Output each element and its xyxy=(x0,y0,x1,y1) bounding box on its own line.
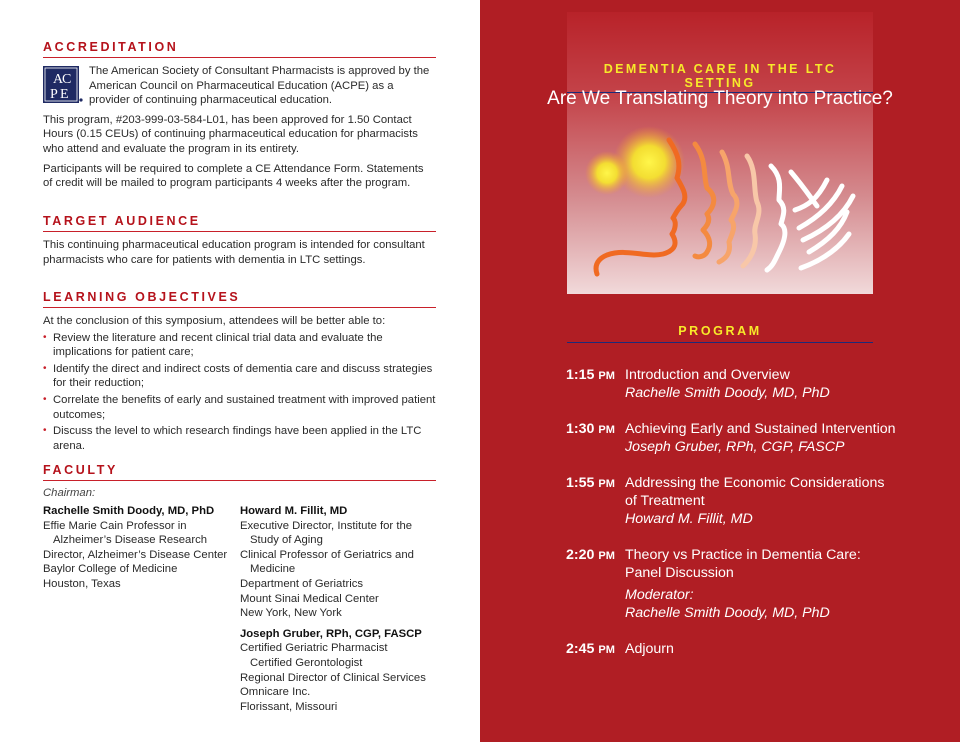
cover-title: Are We Translating Theory into Practice? xyxy=(547,88,893,109)
svg-text:A: A xyxy=(53,72,64,87)
faculty-member xyxy=(240,627,426,715)
program-time xyxy=(566,640,625,659)
program-title-cont: of Treatment xyxy=(625,493,705,509)
program-heading: PROGRAM xyxy=(567,324,873,343)
program-speaker: Joseph Gruber, RPh, CGP, FASCP xyxy=(625,439,845,455)
program-speaker: Howard M. Fillit, MD xyxy=(625,511,753,527)
faculty-heading: FACULTY xyxy=(43,463,436,481)
faculty-line: Effie Marie Cain Professor in xyxy=(43,519,187,532)
cover-subtitle: DEMENTIA CARE IN THE LTC SETTING xyxy=(567,62,873,93)
objective-item: • Correlate the benefits of early and sustained treatment with improved patient outcomes; xyxy=(43,393,436,422)
time-ampm: PM xyxy=(598,644,615,656)
objective-item: • Identify the direct and indirect costs of dementia care and discuss strategies for their reduction; xyxy=(43,362,436,391)
faculty-line: Florissant, Missouri xyxy=(240,700,338,713)
faculty-line: Alzheimer’s Disease Research xyxy=(53,534,208,547)
faculty-name: Joseph Gruber, RPh, CGP, FASCP xyxy=(240,627,422,640)
time-ampm: PM xyxy=(598,424,615,436)
svg-text:C: C xyxy=(62,72,72,87)
time-value: 1:30 xyxy=(566,421,595,437)
faculty-line: Houston, Texas xyxy=(43,577,121,590)
face-outline-2 xyxy=(695,144,714,257)
program-time xyxy=(566,474,625,528)
faculty-line: Certified Geriatric Pharmacist xyxy=(240,642,388,655)
faculty-line: Medicine xyxy=(250,563,296,576)
faculty-line: Study of Aging xyxy=(250,534,323,547)
target-audience-section xyxy=(43,214,436,272)
faculty-column-1 xyxy=(43,504,240,720)
face-outline-4 xyxy=(743,156,759,266)
faculty-line: Executive Director, Institute for the xyxy=(240,519,413,532)
program-item xyxy=(566,420,956,456)
objective-item: • Discuss the level to which research findings have been applied in the LTC arena. xyxy=(43,424,436,453)
learning-objectives-section xyxy=(43,290,436,455)
face-outline-3 xyxy=(719,152,737,262)
svg-text:P: P xyxy=(50,87,58,102)
program-title: Achieving Early and Sustained Intervention xyxy=(625,421,896,437)
faculty-line: Mount Sinai Medical Center xyxy=(240,592,379,605)
faculty-line: Baylor College of Medicine xyxy=(43,563,178,576)
accreditation-heading: ACCREDITATION xyxy=(43,40,436,58)
accreditation-section xyxy=(43,40,436,196)
program-item xyxy=(566,366,956,402)
faces-illustration-icon xyxy=(567,120,873,294)
time-value: 2:45 xyxy=(566,641,595,657)
moderator-label: Moderator: xyxy=(625,587,694,603)
program-schedule xyxy=(566,366,956,677)
program-title: Theory vs Practice in Dementia Care: xyxy=(625,547,861,563)
program-title: Introduction and Overview xyxy=(625,367,790,383)
faculty-line: Clinical Professor of Geriatrics and xyxy=(240,548,414,561)
hand-outline xyxy=(791,172,853,268)
program-title: Addressing the Economic Considerations xyxy=(625,475,885,491)
program-item xyxy=(566,640,956,659)
faculty-line: Omnicare Inc. xyxy=(240,686,311,699)
face-outline-5 xyxy=(767,166,785,270)
target-audience-text: This continuing pharmaceutical education program is intended for consultant pharmacists who care for patients with dementia in LTC settings. xyxy=(43,239,425,266)
faculty-name: Rachelle Smith Doody, MD, PhD xyxy=(43,505,215,517)
program-time xyxy=(566,420,625,456)
faculty-column-2 xyxy=(240,504,426,720)
program-item xyxy=(566,546,956,622)
program-speaker: Rachelle Smith Doody, MD, PhD xyxy=(625,605,830,621)
faculty-line: Director, Alzheimer’s Disease Center xyxy=(43,548,228,561)
time-value: 2:20 xyxy=(566,547,595,563)
acpe-logo-icon xyxy=(43,66,83,103)
learning-objectives-intro: At the conclusion of this symposium, attendees will be better able to: xyxy=(43,315,386,327)
time-value: 1:15 xyxy=(566,367,595,383)
faculty-line: New York, New York xyxy=(240,607,342,620)
faculty-line: Certified Gerontologist xyxy=(250,656,363,669)
program-speaker: Rachelle Smith Doody, MD, PhD xyxy=(625,385,830,401)
faculty-section xyxy=(43,463,436,720)
faculty-member xyxy=(240,504,426,621)
faculty-line: Department of Geriatrics xyxy=(240,577,364,590)
accreditation-program-text: This program, #203-999-03-584-L01, has been approved for 1.50 Contact Hours (0.15 CEUs) of continuing pharmaceutical education for pharmacists who attend and evaluate the program in its entirety. xyxy=(43,113,418,155)
target-audience-heading: TARGET AUDIENCE xyxy=(43,214,436,232)
program-title-cont: Panel Discussion xyxy=(625,565,734,581)
faculty-line: Regional Director of Clinical Services xyxy=(240,671,426,684)
objective-item: • Review the literature and recent clinical trial data and evaluate the implications for patient care; xyxy=(43,331,436,360)
program-time xyxy=(566,366,625,402)
faculty-member xyxy=(43,504,240,592)
program-item xyxy=(566,474,956,528)
time-ampm: PM xyxy=(598,478,615,490)
time-value: 1:55 xyxy=(566,475,595,491)
accreditation-participants-text: Participants will be required to complete a CE Attendance Form. Statements of credit will be mailed to program participants 4 weeks after the program. xyxy=(43,162,424,190)
chairman-label: Chairman: xyxy=(43,487,96,499)
program-title: Adjourn xyxy=(625,641,674,657)
time-ampm: PM xyxy=(598,550,615,562)
program-time xyxy=(566,546,625,622)
faculty-name: Howard M. Fillit, MD xyxy=(240,505,348,517)
learning-objectives-heading: LEARNING OBJECTIVES xyxy=(43,290,436,308)
sun-glow-small xyxy=(585,151,629,195)
svg-text:E: E xyxy=(60,87,69,102)
time-ampm: PM xyxy=(598,370,615,382)
accreditation-provider-text: The American Society of Consultant Pharmacists is approved by the American Council on Pharmaceutical Education (ACPE) as a provider of continuing pharmaceutical education. xyxy=(89,65,430,107)
